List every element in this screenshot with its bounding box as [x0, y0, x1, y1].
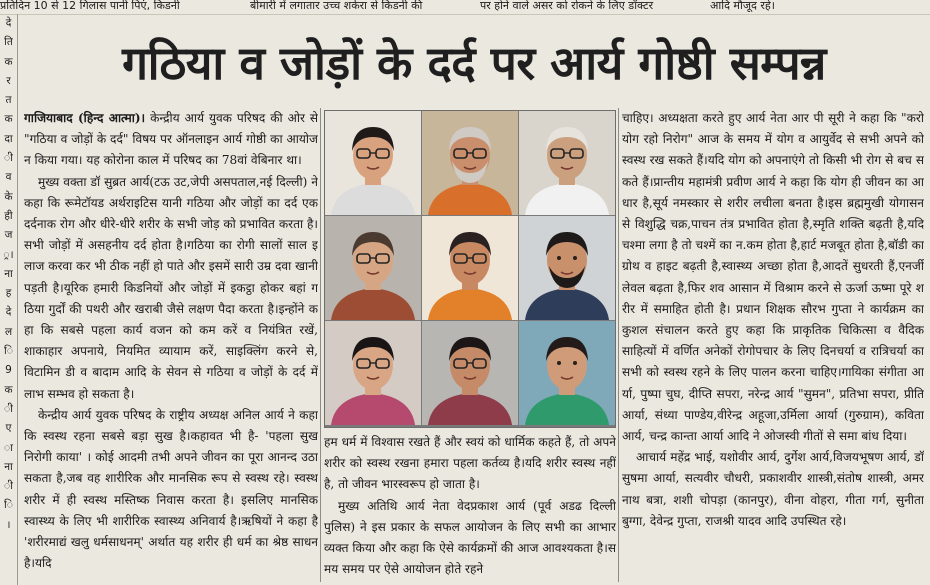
person-silhouette-icon [325, 321, 421, 425]
participant-photo [422, 321, 518, 425]
person-silhouette-icon [325, 111, 421, 215]
dateline: गाजियाबाद (हिन्द आत्मा)। [24, 111, 146, 125]
headline: गठिया व जोड़ों के दर्द पर आर्य गोष्ठी सम्पन्न [122, 36, 826, 90]
strip-fragment: ति [4, 36, 13, 49]
participant-photo [325, 321, 421, 425]
paragraph-attendees: आचार्य महेंद्र भाई, यशोवीर आर्य, दुर्गेश आर्य,विजयभूषण आर्य, डॉ सुषमा आर्या, सत्यवीर चौधरी, प्रकाशवीर शास्त्री,संतोष शास्त्री, अमरनाथ बत्रा, शशी चोपड़ा (कानपुर), वीना वोहरा, गीता गर्ग, सुनीता बुग्गा, देवेन्द्र गुप्ता, राजश्री यादव आदि उपस्थित रहे। [622, 450, 924, 528]
person-silhouette-icon [422, 111, 518, 215]
strip-fragment: ि [4, 499, 13, 512]
paragraph-president: केन्द्रीय आर्य युवक परिषद के राष्ट्रीय अध्यक्ष अनिल आर्य ने कहा कि स्वस्थ रहना सबसे बड़ा सुख है।कहावत भी है- 'पहला सुख निरोगी काया' । कोई आदमी तभी अपने जीवन का पूरा आनन्द उठा सकता है,जब वह शारीरिक और मानसिक रूप से स्वस्थ रहे। स्वस्थ शरीर में ही स्वस्थ मस्तिष्क निवास करता है। इसलिए मानसिक स्वास्थ्य के लिए भी शारीरिक स्वास्थ्य अनिवार्य है।ऋषियों ने कहा है 'शरीरमाद्यं खलु धर्मसाधनम्' अर्थात यह शरीर ही धर्म का श्रेष्ठ साधन है।यदि [24, 407, 318, 571]
column-rule-1 [320, 108, 321, 582]
paragraph-intro: केन्द्रीय आर्य युवक परिषद की ओर से "गठिया व जोड़ों के दर्द" विषय पर ऑनलाइन आर्य गोष्ठी का आयोजन किया गया। यह कोरोना काल में परिषद का 78वां वेबिनार था। [24, 111, 318, 168]
participant-photo [325, 111, 421, 215]
participant-photo [325, 216, 421, 320]
column-rule-2 [618, 108, 619, 582]
article-column-2 [324, 432, 616, 582]
strip-text-1: प्रतिदिन 10 से 12 गिलास पानी पिएं, किडनी [0, 0, 180, 12]
strip-fragment: दा [4, 132, 13, 145]
strip-fragment: ए [5, 422, 12, 435]
participant-photo [422, 111, 518, 215]
paragraph-chief-speaker: मुख्य वक्ता डॉ सुब्रत आर्य(टऊ उट,जेपी असपताल,नई दिल्ली) ने कहा कि रूमेटॉयड अर्थराइटिस यानी गठिया और जोड़ों का दर्द एक दर्दनाक रोग और धीरे-धीरे शरीर के सभी जोड़ को प्रभावित करता है।सभी जोड़ों में असहनीय दर्द होता है।गठिया का रोगी सालों साल इलाज करवा कर भी ठीक नहीं हो पाते और इसमें सारी उम्र दवा खानी पड़ती है।यूरिक हमारी किडनियों और जोड़ों में इकट्ठा होकर बहां गठिया गुर्दों की पथरी और खराबी जैसे लक्षण पैदा करता है।इन्होंने कहा कि सबसे पहला कार्य वजन को कम करें व नियंत्रित रखें, शाकाहार अपनाये, नियमित व्यायाम करें, साइक्लिंग करने से, विटामिन डी व बादाम आदि के सेवन से गठिया व जोड़ों के दर्द में लाभ सम्भव हो सकता है। [24, 174, 318, 401]
strip-fragment: ना [4, 460, 13, 473]
strip-fragment: क [4, 113, 13, 126]
paragraph-presidency: चाहिए। अध्यक्षता करते हुए आर्य नेता आर पी सूरी ने कहा कि "करो योग रहो निरोग" आज के समय में योग व आयुर्वेद से सभी अपने को स्वस्थ रख सकते हैं।यदि योग को अपनाएंगे तो किसी भी रोग से बच सकते हैं।प्रान्तीय महामंत्री प्रवीण आर्य ने कहा कि योग ही जीवन का आधार है,सूर्य नमस्कार से शरीर लचीला बनता है।इस ब्रह्ममुखी योगासन से विशुद्धि चक्र,पाचन तंत्र प्रभावित होता है,स्मृति शक्ति बढ़ती है,यदि चश्मा लगा है तो चश्में का न.कम होता है,हार्ट मजबूत होता है,बॉडी का ग्रोथ व हाइट बढ़ती है,स्वास्थ्य अच्छा होता है,आदतें सुधरती हैं,एनर्जी लेवल बढ़ता है,फिर शव आसान में विश्राम करने से ऊर्जा ऊष्मा पूरे शरीर में समाहित होती है। प्रधान शिक्षक सौरभ गुप्ता ने कार्यक्रम का कुशल संचालन करते हुए कहा कि प्राकृतिक चिकित्सा व वैदिक साहित्यों में वर्णित अनेकों रोगोपचार के लिए दिनचर्या व रात्रिचर्या का सभी को स्वस्थ रहने के लिए पालन करना चाहिए।गायिका संगीता आर्या, पुष्पा चुघ, दीप्ति सपरा, नरेन्द्र आर्य "सुमन", प्रतिभा सपरा, प्रीति आर्या, संध्या पाण्डेय,वीरेन्द्र अहूजा,उर्मिला आर्या (गुरुग्राम), कविता आर्य, चन्द्र कान्ता आर्या आदि ने ओजस्वी गीतों से समा बांध दिया। [622, 111, 924, 444]
person-silhouette-icon [422, 216, 518, 320]
person-silhouette-icon [519, 216, 615, 320]
strip-fragment: ा [4, 441, 13, 454]
strip-fragment: ज [4, 229, 13, 242]
strip-fragment: ही [4, 209, 13, 222]
strip-fragment: त [5, 94, 12, 107]
strip-fragment: ी [4, 152, 13, 165]
strip-fragment: । [6, 518, 11, 531]
paragraph-continuation: हम धर्म में विश्वास रखते हैं और स्वयं को धार्मिक कहते हैं, तो अपने शरीर को स्वस्थ रखना हमारा पहला कर्तव्य है।यदि शरीर स्वस्थ नहीं है, तो जीवन भारस्वरूप हो जाता है। [324, 435, 616, 492]
strip-fragment: ि [4, 345, 13, 358]
strip-fragment: ी [4, 480, 13, 493]
strip-fragment: ्र। [3, 248, 14, 261]
strip-fragment: र [6, 74, 11, 87]
strip-fragment: दे [5, 306, 12, 319]
article-column-3 [622, 108, 924, 582]
participant-photo [519, 321, 615, 425]
strip-fragment: 9 [5, 364, 12, 377]
strip-fragment: क [4, 55, 13, 68]
participant-photo [422, 216, 518, 320]
previous-article-strip [0, 0, 930, 15]
webinar-participants-photo [324, 110, 616, 428]
strip-fragment: के [4, 190, 13, 203]
person-silhouette-icon [422, 321, 518, 425]
strip-fragment: ना [4, 267, 13, 280]
person-silhouette-icon [519, 111, 615, 215]
adjacent-column-strip [0, 14, 18, 585]
article-column-1 [24, 108, 318, 582]
strip-fragment: ल [4, 325, 13, 338]
strip-text-3: पर होने वाले असर को रोकने के लिए डॉक्टर [480, 0, 654, 12]
strip-fragment: ह [5, 287, 12, 300]
participant-photo [519, 111, 615, 215]
participant-photo [519, 216, 615, 320]
strip-fragment: दे [5, 17, 12, 29]
paragraph-chief-guest: मुख्य अतिथि आर्य नेता वेदप्रकाश आर्य (पूर्व अडढ दिल्ली पुलिस) ने इस प्रकार के सफल आयोजन के लिए सभी का आभार व्यक्त किया और कहा कि ऐसे कार्यक्रमों की आज आवश्यकता है।समय समय पर ऐसे आयोजन होते रहने [324, 498, 616, 577]
person-silhouette-icon [325, 216, 421, 320]
strip-text-4: आदि मौजूद रहे। [710, 0, 775, 12]
strip-fragment: क [4, 383, 13, 396]
strip-fragment: व [5, 171, 12, 184]
strip-fragment: ी [4, 402, 13, 415]
person-silhouette-icon [519, 321, 615, 425]
strip-text-2: बीमारी में लगातार उच्च शर्करा से किडनी की [250, 0, 423, 12]
